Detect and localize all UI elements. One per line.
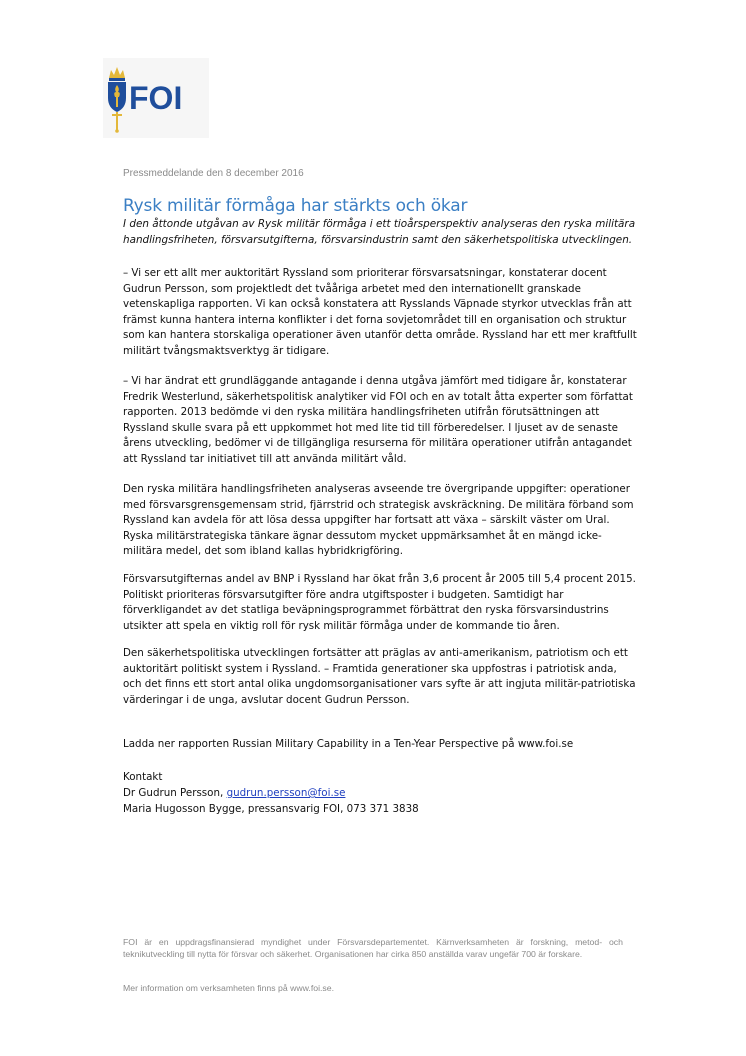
press-release-date: Pressmeddelande den 8 december 2016 xyxy=(123,168,304,179)
body-paragraph-5: Den säkerhetspolitiska utvecklingen fortsätter att präglas av anti-amerikanism, patriotism och ett auktoritärt politiskt system i Ryssland. – Framtida generationer ska uppfostras i patriotisk anda, och det finns ett stort antal olika ungdomsorganisationer vars syfte är att ingjuta militär-patriotiska värderingar i de unga, avslutar docent Gudrun Persson. xyxy=(123,647,636,706)
lead-paragraph: I den åttonde utgåvan av Rysk militär förmåga i ett tioårsperspektiv analyseras den ryska militära handlingsfriheten, försvarsutgifterna, försvarsindustrin samt den säkerhetspolitiska utvecklingen. xyxy=(123,218,636,246)
footer-more-info: Mer information om verksamheten finns på www.foi.se. xyxy=(123,983,334,993)
contact-heading: Kontakt xyxy=(123,771,163,783)
contact-person-2: Maria Hugosson Bygge, pressansvarig FOI, 073 371 3838 xyxy=(123,803,419,815)
footer-about: FOI är en uppdragsfinansierad myndighet under Försvarsdepartementet. Kärnverksamheten är forskning, metod- och teknikutveckling till nytta för försvar och säkerhet. Organisationen har cirka 850 anställda varav ungefär 700 är forskare. xyxy=(123,937,623,959)
contact-person-1-name: Dr Gudrun Persson, xyxy=(123,787,227,799)
body-paragraph-4: Försvarsutgifternas andel av BNP i Ryssland har ökat från 3,6 procent år 2005 till 5,4 procent 2015. Politiskt prioriteras försvarsutgifter före andra utgiftsposter i budgeten. Samtidigt har förverkligandet av det statliga beväpningsprogrammet förbättrat den ryska försvarsindustrins utsikter att spela en viktig roll för rysk militär förmåga under de kommande tio åren. xyxy=(123,573,636,632)
page-title: Rysk militär förmåga har stärkts och ökar xyxy=(123,196,468,216)
body-paragraph-1: – Vi ser ett allt mer auktoritärt Ryssland som prioriterar försvarsatsningar, konstaterar docent Gudrun Persson, som projektledt det tvååriga arbetet med den internationellt granskade vetenskapliga rapporten. Vi kan också konstatera att Rysslands Väpnade styrkor utvecklas från att främst kunna hantera interna konflikter i det forna sovjetområdet till en organisation och struktur som kan hantera storskaliga operationer även utanför detta område. Ryssland har ett mer kraftfullt militärt tvångsmaktsverktyg är tidigare. xyxy=(123,267,637,357)
contact-person-1 xyxy=(123,786,345,802)
foi-logo xyxy=(103,58,209,138)
download-line: Ladda ner rapporten Russian Military Capability in a Ten-Year Perspective på www.foi.se xyxy=(123,738,574,750)
foi-logo-text: FOI xyxy=(129,80,183,116)
body-paragraph-2: – Vi har ändrat ett grundläggande antagande i denna utgåva jämfört med tidigare år, konstaterar Fredrik Westerlund, säkerhetspolitisk analytiker vid FOI och en av totalt åtta experter som författat rapporten. 2013 bedömde vi den ryska militära handlingsfriheten utifrån förutsättningen att Ryssland skulle svara på ett uppkommet hot med lite tid till förberedelser. I ljuset av de senaste årens utveckling, bedömer vi de tillgängliga resurserna för militära operationer utifrån antagandet att Ryssland tar initiativet till att använda militärt våld. xyxy=(123,375,633,465)
email-link[interactable]: gudrun.persson@foi.se xyxy=(226,787,346,799)
body-paragraph-3: Den ryska militära handlingsfriheten analyseras avseende tre övergripande uppgifter: operationer med försvarsgrensgemensam strid, fjärrstrid och strategisk avskräckning. De militära förband som Ryssland kan avdela för att lösa dessa uppgifter har fortsatt att växa – särskilt väster om Ural. Ryska militärstrategiska tänkare ägnar dessutom mycket uppmärksamhet åt en mängd icke-militära medel, det som ibland kallas hybridkrigföring. xyxy=(123,483,634,557)
sword-crown-emblem-icon xyxy=(106,64,128,134)
